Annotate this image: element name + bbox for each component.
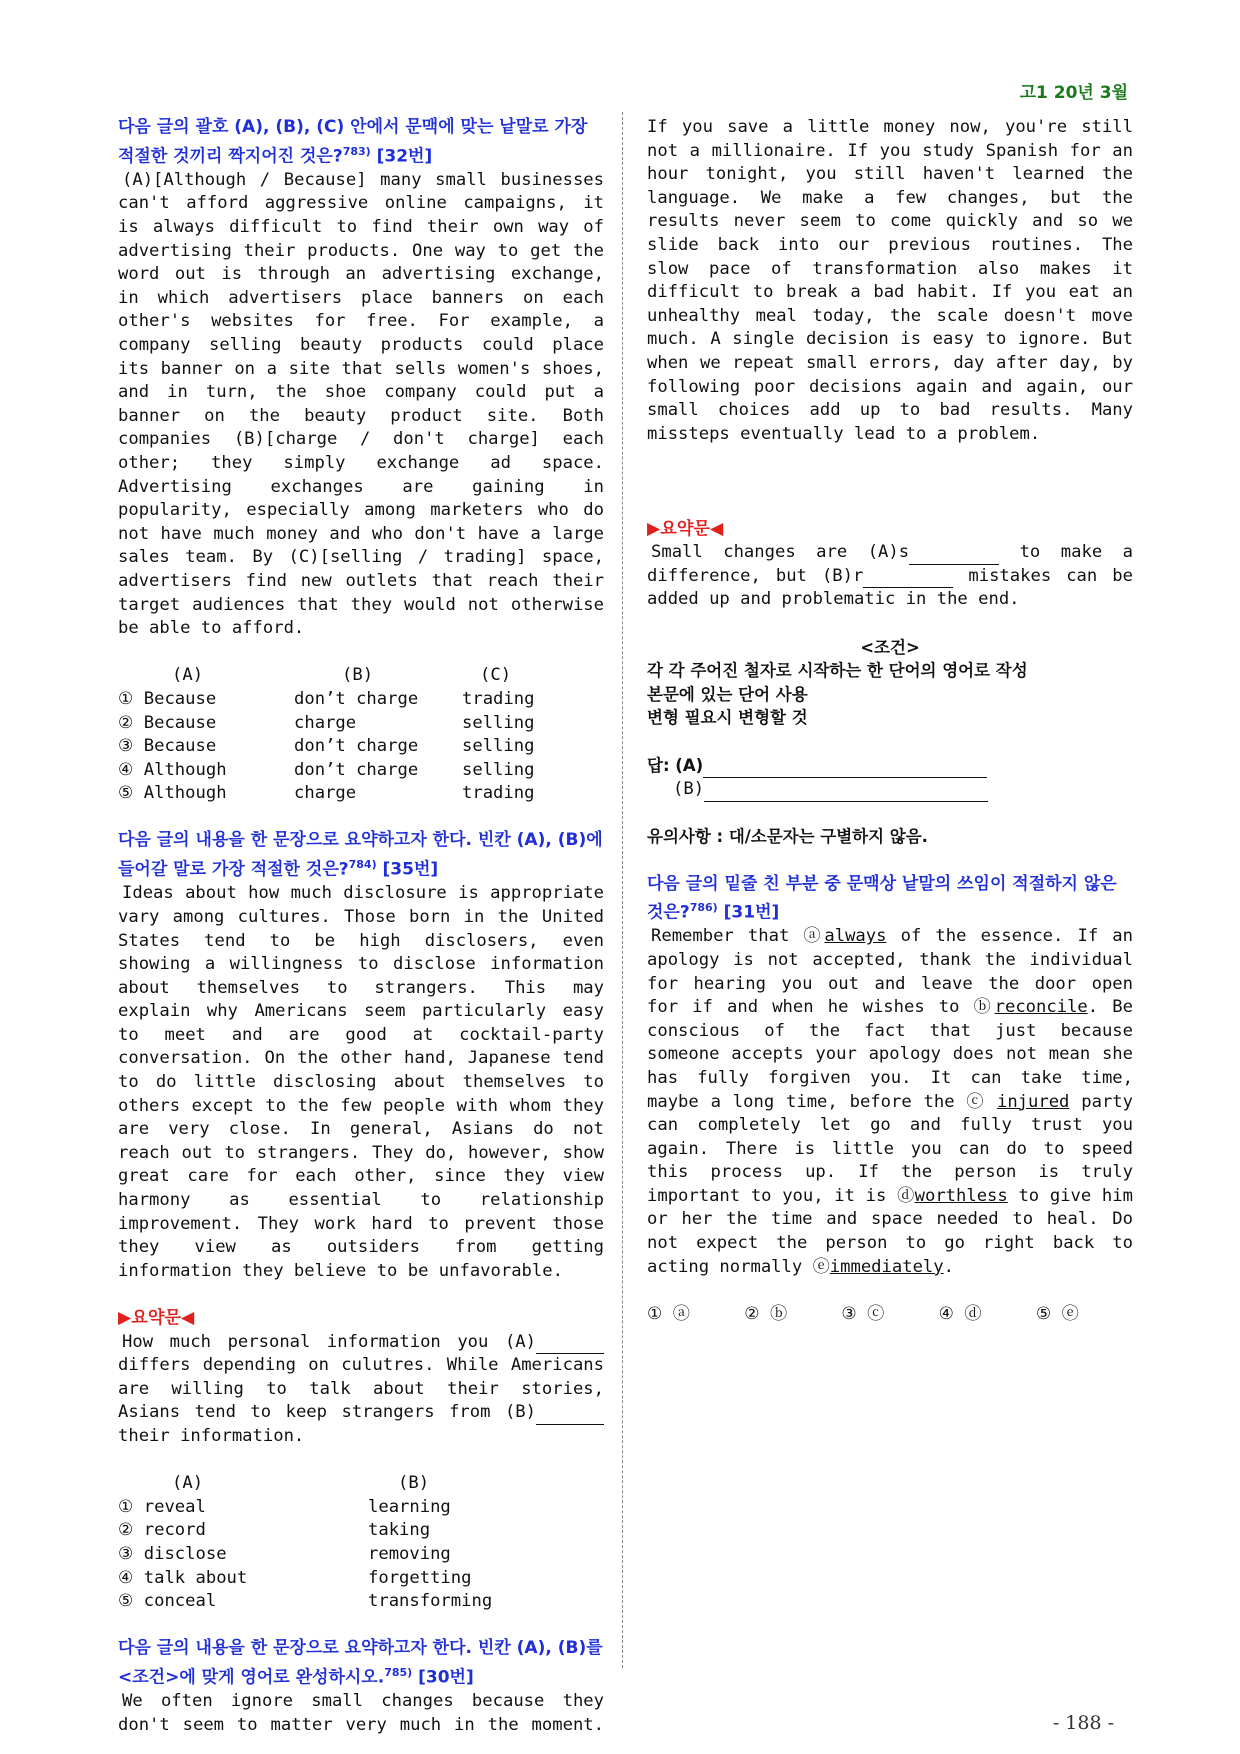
question-32-option-1[interactable]: ① Because don’t charge trading [118,688,535,709]
page-number: - 188 - [1052,1712,1114,1734]
question-30-passage: We often ignore small changes because they don't seem to matter very much in the moment. [118,1691,604,1735]
page-header: 고1 20년 3월 [1019,83,1128,103]
question-31-option-5[interactable]: ⑤ ⓔ [1035,1303,1079,1324]
question-32-option-2[interactable]: ② Because charge selling [118,712,535,733]
question-35-passage: Ideas about how much disclosure is appropriate vary among cultures. Those born in the United States tend to be high disclosers, even showing a willingness to disclose information about themselves to strangers. This may explain why Americans seem particularly easy to meet and are good at cocktail-party conversation. On the other hand, Japanese tend to do little disclosing about themselves to others except to the few people with whom they are very close. In general, Asians do not reach out to strangers. They do, however, show great care for each other, since they view harmony as essential to relationship improvement. They work hard to prevent those they view as outsiders from getting information they believe to be unfavorable. [118,883,604,1281]
question-32-option-3[interactable]: ③ Because don’t charge selling [118,736,535,757]
question-32-option-4[interactable]: ④ Although don’t charge selling [118,759,535,780]
question-31-title: 다음 글의 밑줄 친 부분 중 문맥상 낱말의 쓰임이 적절하지 않은 것은?$^{786)}$ [31번] [647,873,1117,923]
question-31-option-3[interactable]: ③ ⓒ [841,1303,885,1324]
condition-line-3: 변형 필요시 변형할 것 [647,708,808,728]
question-31-option-2[interactable]: ② ⓑ [744,1303,788,1324]
question-31-option-4[interactable]: ④ ⓓ [938,1303,982,1324]
question-35-title: 다음 글의 내용을 한 문장으로 요약하고자 한다. 빈칸 (A), (B)에 들어갈 말로 가장 적절한 것은?$^{784)}$ [35번] [118,830,603,880]
question-35-summary-heading: ▶요약문◀ [118,1308,195,1328]
answer-b-row[interactable]: (B) [647,778,1133,802]
question-35-header-row: (A) (B) [172,1473,430,1494]
question-35-summary: How much personal information you (A) differs depending on culutres. While Americans are willing to talk about their stories, Asians tend to keep strangers from (B) their information. [118,1331,604,1446]
answer-b-line [704,783,988,802]
question-30-summary-heading: ▶요약문◀ [647,518,724,539]
question-32-option-5[interactable]: ⑤ Although charge trading [118,783,535,804]
condition-title: <조건> [860,637,920,657]
question-35-option-5[interactable]: ⑤ conceal transforming [118,1591,493,1612]
answer-a-line [703,759,987,778]
answer-a-row[interactable]: 답: (A) [647,754,1133,779]
question-31-option-1[interactable]: ① ⓐ [647,1303,690,1324]
question-30-passage-continued: If you save a little money now, you're still not a millionaire. If you study Spanish for an hour tonight, you still haven't learned the language. We make a few changes, but the results never seem to come quickly and so we slide back into our previous routines. The slow pace of transformation also makes it difficult to break a bad habit. If you eat an unhealthy meal today, the scale doesn't move much. A single decision is easy to ignore. But when we repeat small errors, day after day, by following poor decisions again and again, our small choices add up to bad results. Many missteps eventually lead to a problem. [647,117,1133,444]
question-35-option-2[interactable]: ② record taking [118,1520,431,1541]
right-column [647,116,1133,1326]
question-35-option-4[interactable]: ④ talk about forgetting [118,1567,472,1588]
question-30-title: 다음 글의 내용을 한 문장으로 요약하고자 한다. 빈칸 (A), (B)를 <조건>에 맞게 영어로 완성하시오.$^{785)}$ [30번] [118,1638,603,1688]
question-32-header-row: (A) (B) (C) [172,665,512,686]
condition-line-1: 각 각 주어진 철자로 시작하는 한 단어의 영어로 작성 [647,661,1028,681]
question-32-passage: (A)[Although / Because] many small businesses can't afford aggressive online campaigns, it is always difficult to find their own way of advertising their products. One way to get the word out is through an advertising exchange, in which advertisers place banners on each other's websites for free. For example, a company selling beauty products could place its banner on a site that sells women's shoes, and in turn, the shoe company could put a banner on the beauty product site. Both companies (B)[charge / don't charge] each other; they simply exchange ad space. Advertising exchanges are gaining in popularity, especially among marketers who do not have much money and who don't have a large sales team. By (C)[selling / trading] space, advertisers find new outlets that reach their target audiences that they would not otherwise be able to afford. [118,169,604,639]
question-31-passage: Remember that ⓐalways of the essence. If an apology is not accepted, thank the individual for hearing you out and leave the door open for if and when he wishes to ⓑreconcile. Be conscious of the fact that just because someone accepts your apology does not mean she has fully forgiven you. It can take time, maybe a long time, before the ⓒ injured party can completely let go and fully trust you again. There is little you can do to speed this process up. If the person is truly important to you, it is ⓓworthless to give him or her the time and space needed to heal. Do not expect the person to go right back to acting normally ⓔimmediately. [647,926,1133,1277]
question-32-title: 다음 글의 괄호 (A), (B), (C) 안에서 문맥에 맞는 낱말로 가장 적절한 것끼리 짝지어진 것은?$^{783)}$ [32번] [118,117,588,167]
question-35-option-3[interactable]: ③ disclose removing [118,1543,451,1564]
question-30-summary: Small changes are (A)s to make a difference, but (B)r mistakes can be added up and problematic in the end. [647,542,1134,610]
question-31-options [647,1303,1133,1327]
question-35-option-1[interactable]: ① reveal learning [118,1496,451,1517]
left-column [118,116,604,1737]
column-divider [622,112,623,1668]
case-note: 유의사항 : 대/소문자는 구별하지 않음. [647,827,928,847]
condition-line-2: 본문에 있는 단어 사용 [647,684,808,704]
